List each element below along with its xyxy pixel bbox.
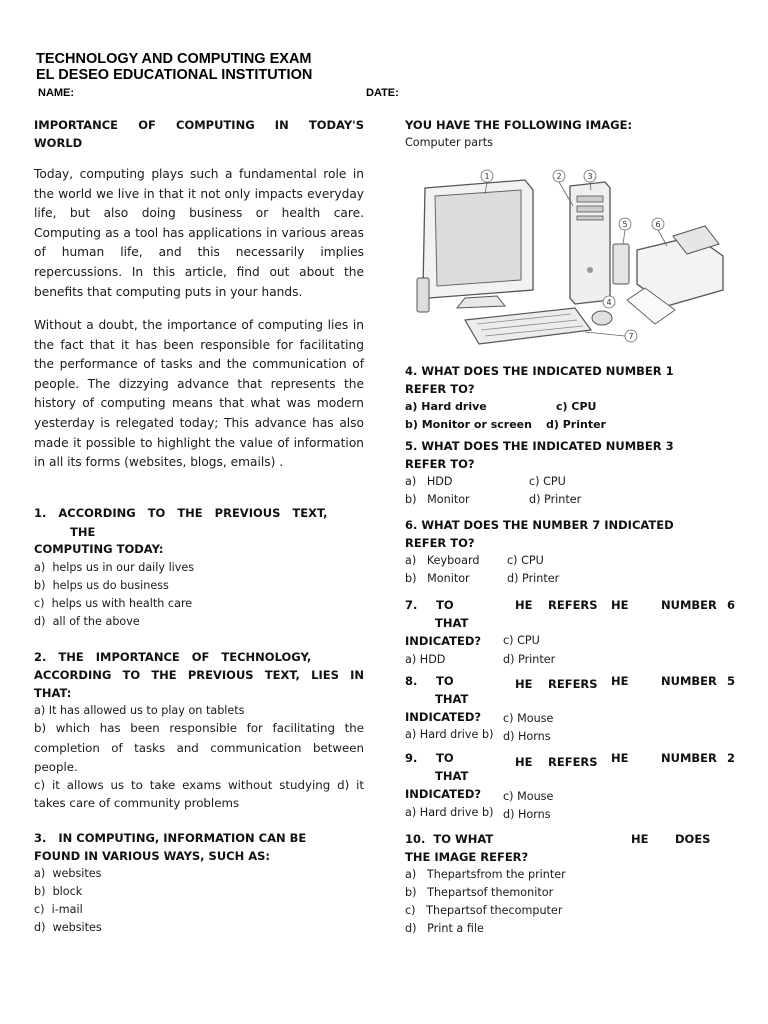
- question-10-option-d[interactable]: d) Print a file: [405, 922, 484, 935]
- question-4-text: 4. WHAT DOES THE INDICATED NUMBER 1: [405, 364, 674, 378]
- school-name: EL DESEO EDUCATIONAL INSTITUTION: [36, 67, 313, 83]
- question-7-number: 6: [727, 598, 736, 612]
- question-1-text-cont: THE: [70, 525, 96, 539]
- question-10-word-he: HE: [631, 832, 649, 846]
- mouse-illustration: [592, 311, 612, 325]
- question-9-word-refers: REFERS: [548, 755, 598, 769]
- article-title: IMPORTANCE OF COMPUTING IN TODAY'S: [34, 118, 364, 132]
- question-6-text: 6. WHAT DOES THE NUMBER 7 INDICATED: [405, 518, 674, 532]
- question-6-option-d[interactable]: d) Printer: [507, 572, 560, 585]
- question-3-option-c[interactable]: c) i-mail: [34, 903, 83, 916]
- question-2-option-b[interactable]: b) which has been responsible for facilitating the completion of tasks and communication between people.: [34, 721, 364, 775]
- exam-title: TECHNOLOGY AND COMPUTING EXAM: [36, 51, 312, 67]
- question-8-word-refers: REFERS: [548, 677, 598, 691]
- question-8-that: THAT: [435, 692, 469, 706]
- question-1-text: 1. ACCORDING TO THE PREVIOUS TEXT,: [34, 506, 328, 520]
- image-section-title: YOU HAVE THE FOLLOWING IMAGE:: [405, 118, 633, 132]
- question-1-option-d[interactable]: d) all of the above: [34, 615, 140, 628]
- question-1-option-b[interactable]: b) helps us do business: [34, 579, 169, 592]
- question-1-option-c[interactable]: c) helps us with health care: [34, 597, 193, 610]
- question-1-option-a[interactable]: a) helps us in our daily lives: [34, 561, 195, 574]
- question-7-indicated: INDICATED?: [405, 634, 482, 648]
- question-9-word-number: NUMBER: [661, 751, 717, 765]
- computer-parts-image: [405, 160, 735, 350]
- question-3-text: 3. IN COMPUTING, INFORMATION CAN BE: [34, 831, 307, 845]
- marker-1: 1: [484, 172, 490, 181]
- question-2-text-cont: ACCORDING TO THE PREVIOUS TEXT, LIES IN: [34, 668, 364, 682]
- question-3-option-a[interactable]: a) websites: [34, 867, 102, 880]
- marker-7: 7: [628, 332, 634, 341]
- question-9-option-c[interactable]: c) Mouse: [503, 790, 554, 803]
- question-6-option-b[interactable]: b) Monitor: [405, 572, 470, 585]
- question-8-option-d[interactable]: d) Horns: [503, 730, 551, 743]
- printer-illustration: [627, 226, 723, 324]
- left-speaker-illustration: [417, 278, 429, 312]
- marker-6: 6: [655, 220, 661, 229]
- right-speaker-illustration: [613, 244, 629, 284]
- question-10-option-b[interactable]: b) Thepartsof themonitor: [405, 886, 554, 899]
- question-4-text-cont: REFER TO?: [405, 382, 475, 396]
- question-9-number: 2: [727, 751, 736, 765]
- question-10-option-c[interactable]: c) Thepartsof thecomputer: [405, 904, 563, 917]
- question-3-option-b[interactable]: b) block: [34, 885, 83, 898]
- question-7-num: 7.: [405, 598, 418, 612]
- question-2-text: 2. THE IMPORTANCE OF TECHNOLOGY,: [34, 650, 312, 664]
- question-4-option-a[interactable]: a) Hard drive: [405, 400, 487, 413]
- question-4-option-d[interactable]: d) Printer: [546, 418, 606, 431]
- question-7-word-he: HE: [515, 598, 533, 612]
- keyboard-illustration: [465, 308, 591, 344]
- question-8-option-a[interactable]: a) Hard drive b): [405, 728, 494, 741]
- question-1-text-cont2: COMPUTING TODAY:: [34, 542, 164, 556]
- question-8-word-number: NUMBER: [661, 674, 717, 688]
- question-5-text: 5. WHAT DOES THE INDICATED NUMBER 3: [405, 439, 674, 453]
- computer-illustration: [405, 160, 735, 350]
- article-paragraph-1: Today, computing plays such a fundamental role in the world we live in that it not only impacts everyday life, but also doing business or health care. Computing as a tool has applications in various areas of human life, and this necessarily implies repercussions. In this article, find out about the benefits that computing puts in your hands.: [34, 167, 364, 299]
- question-7-that: THAT: [435, 616, 469, 630]
- question-10-word-does: DOES: [675, 832, 711, 846]
- question-3-option-d[interactable]: d) websites: [34, 921, 102, 934]
- monitor-illustration: [423, 180, 533, 308]
- question-4-option-b[interactable]: b) Monitor or screen: [405, 418, 532, 431]
- name-label: NAME:: [38, 87, 75, 99]
- question-5-text-cont: REFER TO?: [405, 457, 475, 471]
- question-9-indicated: INDICATED?: [405, 787, 482, 801]
- question-2-option-cd[interactable]: c) it allows us to take exams without studying d) it takes care of community problems: [34, 778, 364, 810]
- question-9-word-he2: HE: [611, 751, 629, 765]
- question-7-option-c[interactable]: c) CPU: [503, 634, 540, 647]
- article-paragraph-2: Without a doubt, the importance of computing lies in the fact that it has been responsible for facilitating the performance of tasks and the communication of people. The dizzying advance that represents the history of computing means that what was modern yesterday is relegated today; This advance has also made it possible to highlight the value of information in all its forms (websites, blogs, emails) .: [34, 318, 364, 470]
- question-9-num: 9.: [405, 751, 418, 765]
- question-5-option-c[interactable]: c) CPU: [529, 475, 566, 488]
- question-5-option-b[interactable]: b) Monitor: [405, 493, 470, 506]
- question-2-text-cont2: THAT:: [34, 686, 72, 700]
- question-7-word-number: NUMBER: [661, 598, 717, 612]
- question-8-indicated: INDICATED?: [405, 710, 482, 724]
- question-5-option-a[interactable]: a) HDD: [405, 475, 453, 488]
- question-9-word-to: TO: [436, 751, 454, 765]
- question-6-text-cont: REFER TO?: [405, 536, 475, 550]
- question-8-word-to: TO: [436, 674, 454, 688]
- marker-4: 4: [606, 298, 612, 307]
- question-7-word-to: TO: [436, 598, 454, 612]
- question-8-number: 5: [727, 674, 736, 688]
- question-10-text-cont: THE IMAGE REFER?: [405, 850, 529, 864]
- question-6-option-a[interactable]: a) Keyboard: [405, 554, 480, 567]
- question-9-option-a[interactable]: a) Hard drive b): [405, 806, 494, 819]
- date-label: DATE:: [366, 87, 399, 99]
- image-caption: Computer parts: [405, 136, 493, 149]
- question-2-option-a[interactable]: a) It has allowed us to play on tablets: [34, 704, 245, 717]
- question-10-text: 10. TO WHAT: [405, 832, 494, 846]
- marker-5: 5: [622, 220, 628, 229]
- question-8-num: 8.: [405, 674, 418, 688]
- article-title-cont: WORLD: [34, 136, 83, 150]
- question-7-option-a[interactable]: a) HDD: [405, 653, 446, 666]
- question-8-word-he: HE: [515, 677, 533, 691]
- question-8-word-he2: HE: [611, 674, 629, 688]
- question-7-word-refers: REFERS: [548, 598, 598, 612]
- cpu-tower-illustration: [570, 182, 610, 304]
- question-9-that: THAT: [435, 769, 469, 783]
- question-9-word-he: HE: [515, 755, 533, 769]
- question-5-option-d[interactable]: d) Printer: [529, 493, 582, 506]
- question-9-option-d[interactable]: d) Horns: [503, 808, 551, 821]
- question-7-word-he2: HE: [611, 598, 629, 612]
- question-8-option-c[interactable]: c) Mouse: [503, 712, 554, 725]
- marker-2: 2: [556, 172, 562, 181]
- question-10-option-a[interactable]: a) Thepartsfrom the printer: [405, 868, 566, 881]
- question-6-option-c[interactable]: c) CPU: [507, 554, 544, 567]
- question-3-text-cont: FOUND IN VARIOUS WAYS, SUCH AS:: [34, 849, 271, 863]
- question-7-option-d[interactable]: d) Printer: [503, 653, 556, 666]
- question-4-option-c[interactable]: c) CPU: [556, 400, 597, 413]
- marker-3: 3: [587, 172, 593, 181]
